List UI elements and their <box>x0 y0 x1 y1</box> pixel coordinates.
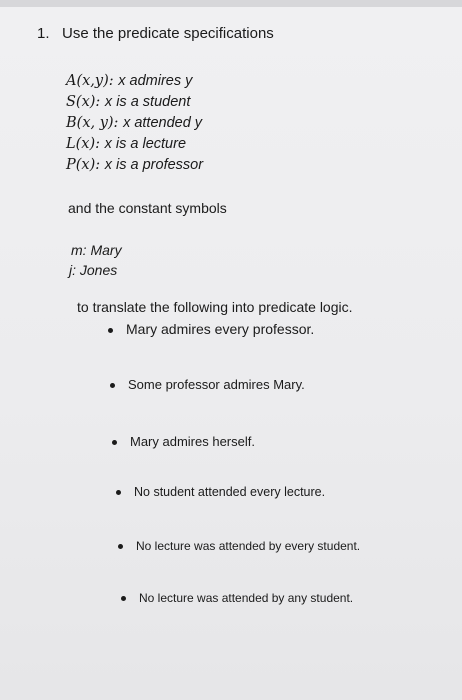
predicate-meaning: x admires y <box>118 73 193 89</box>
list-item <box>112 434 255 449</box>
constant-meaning: Jones <box>79 262 118 278</box>
question-prompt: Use the predicate specifications <box>62 25 274 42</box>
statement-text: Mary admires herself. <box>130 434 255 449</box>
constant-symbol: j: <box>69 262 76 278</box>
predicate-meaning: x is a student <box>104 94 191 110</box>
question-number: 1. <box>37 25 50 42</box>
statement-text: No student attended every lecture. <box>134 485 326 499</box>
predicate-spec-student <box>66 94 190 110</box>
list-item <box>108 321 314 337</box>
statement-text: Mary admires every professor. <box>126 321 315 337</box>
predicate-meaning: x is a lecture <box>104 136 187 152</box>
bullet-icon <box>121 596 126 601</box>
list-item <box>110 377 305 392</box>
predicate-symbol: S(x): <box>66 94 101 110</box>
constant-meaning: Mary <box>90 242 122 258</box>
constants-intro: and the constant symbols <box>68 200 227 216</box>
predicate-spec-professor <box>66 157 203 173</box>
document-page <box>0 7 462 700</box>
constant-mary <box>71 242 122 258</box>
list-item <box>116 485 325 499</box>
predicate-symbol: L(x): <box>66 136 101 152</box>
predicate-symbol: P(x): <box>66 157 101 173</box>
bullet-icon <box>108 328 113 333</box>
predicate-symbol: A(x,y): <box>66 73 114 89</box>
translate-instruction: to translate the following into predicate logic. <box>77 299 353 315</box>
predicate-spec-lecture <box>66 136 186 152</box>
predicate-spec-admires <box>66 73 192 89</box>
bullet-icon <box>112 440 117 445</box>
predicate-symbol: B(x, y): <box>66 115 119 131</box>
list-item <box>118 539 360 553</box>
statement-text: No lecture was attended by any student. <box>139 591 354 605</box>
bullet-icon <box>116 490 121 495</box>
list-item <box>121 591 353 605</box>
statement-text: No lecture was attended by every student. <box>136 539 361 553</box>
top-edge-strip <box>0 0 462 7</box>
predicate-spec-attended <box>66 115 202 131</box>
constant-symbol: m: <box>71 242 87 258</box>
statement-text: Some professor admires Mary. <box>128 377 305 392</box>
constant-jones <box>69 262 117 278</box>
bullet-icon <box>118 544 123 549</box>
predicate-meaning: x attended y <box>123 115 203 131</box>
predicate-meaning: x is a professor <box>104 157 204 173</box>
bullet-icon <box>110 383 115 388</box>
